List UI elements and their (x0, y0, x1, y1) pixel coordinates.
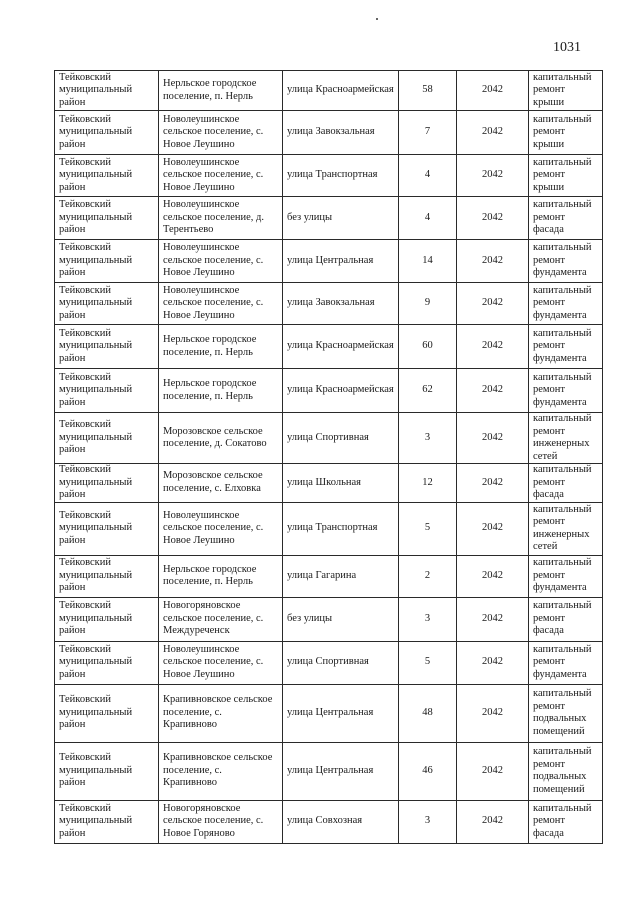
street-cell: улица Транспортная (283, 502, 399, 555)
table-row (55, 555, 603, 597)
settlement-cell: Крапивновское сельское поселение, с. Крапивново (159, 742, 283, 800)
year-cell: 2042 (457, 502, 529, 555)
work-type-cell: капитальный ремонт фасада (529, 464, 603, 503)
settlement-cell: Крапивновское сельское поселение, с. Крапивново (159, 684, 283, 742)
street-cell: улица Транспортная (283, 155, 399, 197)
street-cell: улица Спортивная (283, 413, 399, 464)
street-cell: улица Красноармейская (283, 325, 399, 369)
table-row (55, 197, 603, 240)
district-cell: Тейковский муниципальный район (55, 325, 159, 369)
year-cell: 2042 (457, 240, 529, 283)
settlement-cell: Новолеушинское сельское поселение, с. Новое Леушино (159, 111, 283, 155)
year-cell: 2042 (457, 325, 529, 369)
settlement-cell: Морозовское сельское поселение, с. Елховка (159, 464, 283, 503)
house-number-cell: 2 (399, 555, 457, 597)
work-type-cell: капитальный ремонт инженерных сетей (529, 502, 603, 555)
housing-repair-table (54, 70, 603, 844)
year-cell: 2042 (457, 197, 529, 240)
house-number-cell: 46 (399, 742, 457, 800)
work-type-cell: капитальный ремонт крыши (529, 71, 603, 111)
house-number-cell: 3 (399, 597, 457, 641)
table-row (55, 71, 603, 111)
table-row (55, 742, 603, 800)
year-cell: 2042 (457, 597, 529, 641)
district-cell: Тейковский муниципальный район (55, 413, 159, 464)
street-cell: улица Гагарина (283, 555, 399, 597)
house-number-cell: 5 (399, 502, 457, 555)
year-cell: 2042 (457, 464, 529, 503)
settlement-cell: Морозовское сельское поселение, д. Сокатово (159, 413, 283, 464)
house-number-cell: 60 (399, 325, 457, 369)
settlement-cell: Новолеушинское сельское поселение, с. Новое Леушино (159, 641, 283, 684)
year-cell: 2042 (457, 413, 529, 464)
table-row (55, 369, 603, 413)
district-cell: Тейковский муниципальный район (55, 597, 159, 641)
street-cell: улица Завокзальная (283, 283, 399, 325)
work-type-cell: капитальный ремонт крыши (529, 111, 603, 155)
page-number: 1031 (553, 40, 581, 55)
district-cell: Тейковский муниципальный район (55, 800, 159, 843)
street-cell: улица Спортивная (283, 641, 399, 684)
street-cell: улица Центральная (283, 684, 399, 742)
district-cell: Тейковский муниципальный район (55, 502, 159, 555)
district-cell: Тейковский муниципальный район (55, 369, 159, 413)
street-cell: улица Красноармейская (283, 71, 399, 111)
work-type-cell: капитальный ремонт фундамента (529, 641, 603, 684)
district-cell: Тейковский муниципальный район (55, 641, 159, 684)
settlement-cell: Новолеушинское сельское поселение, д. Терентьево (159, 197, 283, 240)
table-row (55, 684, 603, 742)
table-row (55, 155, 603, 197)
settlement-cell: Нерльское городское поселение, п. Нерль (159, 71, 283, 111)
district-cell: Тейковский муниципальный район (55, 555, 159, 597)
table-row (55, 283, 603, 325)
work-type-cell: капитальный ремонт фундамента (529, 283, 603, 325)
settlement-cell: Новогоряновское сельское поселение, с. Новое Горяново (159, 800, 283, 843)
house-number-cell: 3 (399, 413, 457, 464)
work-type-cell: капитальный ремонт подвальных помещений (529, 684, 603, 742)
work-type-cell: капитальный ремонт крыши (529, 155, 603, 197)
district-cell: Тейковский муниципальный район (55, 684, 159, 742)
street-cell: улица Центральная (283, 240, 399, 283)
work-type-cell: капитальный ремонт инженерных сетей (529, 413, 603, 464)
district-cell: Тейковский муниципальный район (55, 464, 159, 503)
house-number-cell: 4 (399, 197, 457, 240)
settlement-cell: Новогоряновское сельское поселение, с. Междуреченск (159, 597, 283, 641)
street-cell: улица Совхозная (283, 800, 399, 843)
year-cell: 2042 (457, 641, 529, 684)
settlement-cell: Новолеушинское сельское поселение, с. Новое Леушино (159, 240, 283, 283)
table-row (55, 597, 603, 641)
scan-speck (376, 18, 378, 20)
street-cell: без улицы (283, 597, 399, 641)
work-type-cell: капитальный ремонт фасада (529, 597, 603, 641)
district-cell: Тейковский муниципальный район (55, 197, 159, 240)
house-number-cell: 62 (399, 369, 457, 413)
settlement-cell: Нерльское городское поселение, п. Нерль (159, 325, 283, 369)
house-number-cell: 58 (399, 71, 457, 111)
table-row (55, 413, 603, 464)
district-cell: Тейковский муниципальный район (55, 71, 159, 111)
year-cell: 2042 (457, 111, 529, 155)
house-number-cell: 14 (399, 240, 457, 283)
year-cell: 2042 (457, 800, 529, 843)
house-number-cell: 3 (399, 800, 457, 843)
house-number-cell: 4 (399, 155, 457, 197)
district-cell: Тейковский муниципальный район (55, 155, 159, 197)
year-cell: 2042 (457, 742, 529, 800)
year-cell: 2042 (457, 283, 529, 325)
street-cell: улица Завокзальная (283, 111, 399, 155)
settlement-cell: Нерльское городское поселение, п. Нерль (159, 369, 283, 413)
year-cell: 2042 (457, 684, 529, 742)
table-row (55, 502, 603, 555)
table-row (55, 800, 603, 843)
street-cell: улица Центральная (283, 742, 399, 800)
street-cell: улица Школьная (283, 464, 399, 503)
table-row (55, 464, 603, 503)
work-type-cell: капитальный ремонт подвальных помещений (529, 742, 603, 800)
work-type-cell: капитальный ремонт фундамента (529, 555, 603, 597)
work-type-cell: капитальный ремонт фасада (529, 197, 603, 240)
year-cell: 2042 (457, 555, 529, 597)
work-type-cell: капитальный ремонт фундамента (529, 369, 603, 413)
year-cell: 2042 (457, 155, 529, 197)
street-cell: без улицы (283, 197, 399, 240)
table-row (55, 240, 603, 283)
settlement-cell: Новолеушинское сельское поселение, с. Новое Леушино (159, 283, 283, 325)
year-cell: 2042 (457, 369, 529, 413)
table-row (55, 325, 603, 369)
settlement-cell: Новолеушинское сельское поселение, с. Новое Леушино (159, 155, 283, 197)
work-type-cell: капитальный ремонт фасада (529, 800, 603, 843)
table-row (55, 641, 603, 684)
house-number-cell: 48 (399, 684, 457, 742)
house-number-cell: 5 (399, 641, 457, 684)
settlement-cell: Новолеушинское сельское поселение, с. Новое Леушино (159, 502, 283, 555)
work-type-cell: капитальный ремонт фундамента (529, 325, 603, 369)
district-cell: Тейковский муниципальный район (55, 742, 159, 800)
work-type-cell: капитальный ремонт фундамента (529, 240, 603, 283)
house-number-cell: 12 (399, 464, 457, 503)
settlement-cell: Нерльское городское поселение, п. Нерль (159, 555, 283, 597)
house-number-cell: 7 (399, 111, 457, 155)
year-cell: 2042 (457, 71, 529, 111)
house-number-cell: 9 (399, 283, 457, 325)
street-cell: улица Красноармейская (283, 369, 399, 413)
district-cell: Тейковский муниципальный район (55, 240, 159, 283)
table-row (55, 111, 603, 155)
district-cell: Тейковский муниципальный район (55, 283, 159, 325)
district-cell: Тейковский муниципальный район (55, 111, 159, 155)
